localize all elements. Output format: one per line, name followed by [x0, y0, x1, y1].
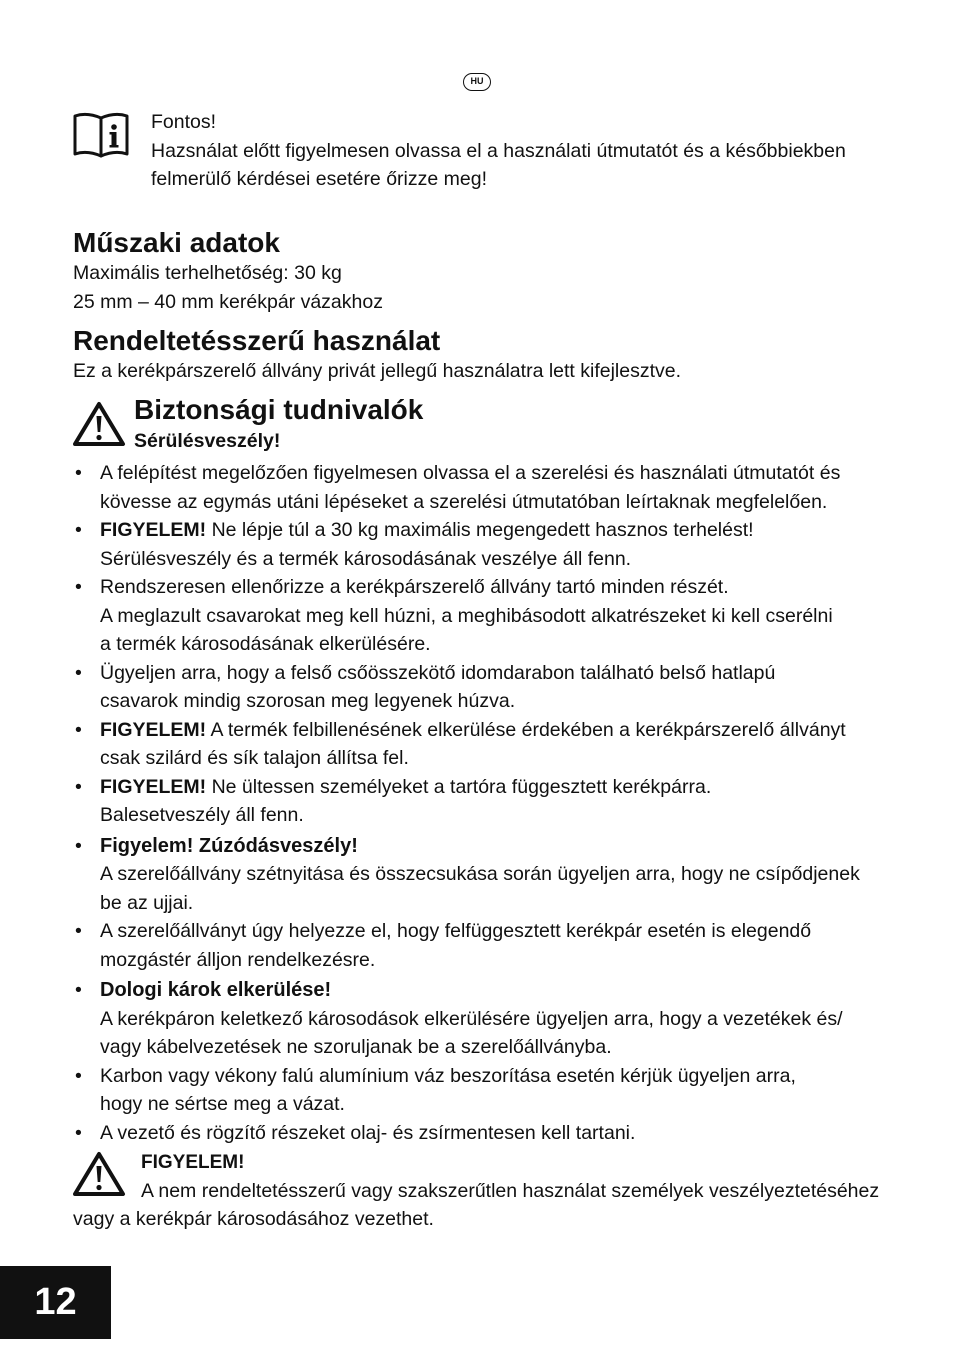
list-item-line: be az ujjai. — [100, 891, 194, 914]
list-item-line: • A felépítést megelőzően figyelmesen olvassa el a szerelési és használati útmutatót és — [100, 462, 841, 484]
list-item — [73, 659, 903, 716]
list-item-line: Ne ültessen személyeket a tartóra függesztett kerékpárra. — [206, 775, 712, 798]
list-item-line: kövesse az egymás utáni lépéseket a szerelési útmutatóban leírtaknak megfelelően. — [100, 490, 828, 513]
list-item-line: A termék felbillenésének elkerülése érdekében a kerékpárszerelő állványt — [206, 718, 846, 741]
final-warning-title: FIGYELEM! — [141, 1152, 245, 1173]
list-item — [73, 516, 903, 573]
final-warning-line: A nem rendeltetésszerű vagy szakszerűtlen használat személyek veszélyeztetéséhez — [141, 1180, 880, 1202]
tech-data-text — [73, 259, 383, 316]
list-item — [73, 976, 903, 1062]
intended-use-heading: Rendeltetésszerű használat — [73, 325, 441, 356]
intended-use-text — [73, 357, 681, 386]
note-line: felmerülő kérdései esetére őrizze meg! — [151, 168, 487, 190]
manual-info-icon — [73, 110, 129, 160]
list-item — [73, 1119, 903, 1148]
list-item-line: a termék károsodásának elkerülésére. — [100, 633, 431, 655]
safety-subtitle: Sérülésveszély! — [134, 430, 281, 452]
list-item-line: A kerékpáron keletkező károsodások elkerülésére ügyeljen arra, hogy a vezetékek és/ — [100, 1007, 843, 1030]
list-item-line: • A vezető és rögzítő részeket olaj- és zsírmentesen kell tartani. — [100, 1121, 636, 1144]
list-item-line: Ne lépje túl a 30 kg maximális megengedett hasznos terhelést! — [206, 519, 754, 541]
tech-data-heading: Műszaki adatok — [73, 227, 280, 258]
safety-list — [73, 459, 903, 1147]
list-item-lead: FIGYELEM! — [100, 519, 207, 541]
intended-use-line: Ez a kerékpárszerelő állvány privát jellegű használatra lett kifejlesztve. — [73, 360, 682, 382]
language-badge: HU — [463, 73, 491, 91]
list-item — [73, 573, 903, 659]
list-item-line: Balesetveszély áll fenn. — [100, 804, 304, 826]
page-number: 12 — [0, 1266, 111, 1339]
list-item-line: vagy kábelvezetések ne szoruljanak be a szerelőállványba. — [100, 1036, 612, 1058]
note-text — [151, 108, 911, 194]
list-item-line: • Ügyeljen arra, hogy a felső csőösszekötő idomdarabon található belső hatlapú — [100, 661, 776, 684]
list-item-line: • Karbon vagy vékony falú alumínium váz beszorítása esetén kérjük ügyeljen arra, — [100, 1064, 796, 1087]
warning-triangle-icon — [72, 1151, 126, 1197]
safety-heading: Biztonsági tudnivalók — [134, 394, 424, 425]
list-item — [73, 459, 903, 516]
list-item-lead: FIGYELEM! — [100, 775, 207, 798]
list-item — [73, 832, 903, 918]
final-warning-line: vagy a kerékpár károsodásához vezethet. — [73, 1208, 434, 1230]
list-item-heading: • Dologi károk elkerülése! — [100, 979, 332, 1001]
list-item-line: hogy ne sértse meg a vázat. — [100, 1093, 345, 1115]
warning-triangle-icon — [72, 401, 126, 447]
list-item-line: Sérülésveszély és a termék károsodásának veszélye áll fenn. — [100, 547, 632, 570]
list-item — [73, 1062, 903, 1119]
note-label: Fontos! — [151, 111, 217, 133]
list-item-line: • A szerelőállványt úgy helyezze el, hogy felfüggesztett kerékpár esetén is elegendő — [100, 920, 812, 942]
tech-data-line: Maximális terhelhetőség: 30 kg — [73, 262, 342, 284]
list-item-line: • Rendszeresen ellenőrizze a kerékpárszerelő állvány tartó minden részét. — [100, 576, 729, 598]
note-line: Hazsnálat előtt figyelmesen olvassa el a használati útmutatót és a későbbiekben — [151, 139, 846, 162]
list-item-line: mozgástér álljon rendelkezésre. — [100, 948, 376, 971]
list-item-line: csak szilárd és sík talajon állítsa fel. — [100, 747, 409, 769]
list-item-lead: FIGYELEM! — [100, 718, 207, 741]
list-item-line: A szerelőállvány szétnyitása és összecsukása során ügyeljen arra, hogy ne csípődjenek — [100, 863, 860, 885]
list-item-line: csavarok mindig szorosan meg legyenek húzva. — [100, 690, 516, 712]
list-item — [73, 716, 903, 773]
list-item — [73, 917, 903, 974]
list-item-heading: • Figyelem! Zúzódásveszély! — [100, 834, 358, 857]
tech-data-line: 25 mm – 40 mm kerékpár vázakhoz — [73, 290, 383, 313]
list-item-line: A meglazult csavarokat meg kell húzni, a meghibásodott alkatrészeket ki kell cserélni — [100, 604, 833, 627]
list-item — [73, 773, 903, 830]
